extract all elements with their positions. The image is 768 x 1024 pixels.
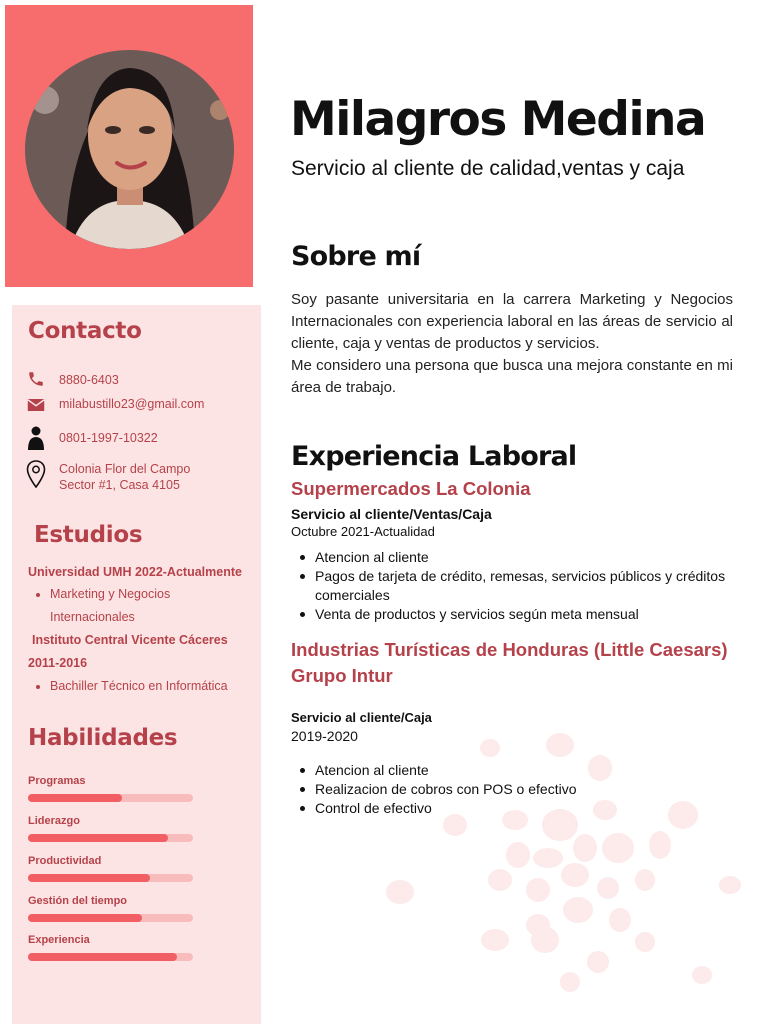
list-item: Realizacion de cobros con POS o efectivo — [300, 780, 740, 799]
education-item2 — [36, 679, 228, 693]
skill-bar-track — [28, 834, 193, 842]
contact-address-line2: Sector #1, Casa 4105 — [59, 478, 180, 492]
skill-bar-track — [28, 953, 193, 961]
education-school2-line1: Instituto Central Vicente Cáceres — [32, 633, 228, 647]
tagline: Servicio al cliente de calidad,ventas y caja — [291, 157, 685, 180]
skills-heading: Habilidades — [28, 725, 178, 751]
skill-bar-fill — [28, 794, 122, 802]
contact-id-number: 0801-1997-10322 — [59, 431, 158, 445]
skill-bar-fill — [28, 914, 142, 922]
job1-duties — [300, 548, 740, 624]
person-icon — [26, 426, 46, 450]
contact-email-row — [26, 397, 46, 413]
skill-label: Experiencia — [28, 934, 90, 946]
experience-heading: Experiencia Laboral — [291, 441, 577, 472]
bullet-dot — [36, 593, 40, 597]
profile-photo-panel — [5, 5, 253, 287]
contact-phone: 8880-6403 — [59, 373, 119, 387]
skill-bar-track — [28, 874, 193, 882]
skill-label: Gestión del tiempo — [28, 895, 128, 907]
contact-address-row — [26, 460, 46, 488]
mail-icon — [26, 397, 46, 413]
job2-company-line2: Grupo Intur — [291, 665, 393, 686]
list-item: Venta de productos y servicios según meta mensual — [300, 605, 740, 624]
contact-email: milabustillo23@gmail.com — [59, 397, 205, 411]
skill-label: Productividad — [28, 855, 102, 867]
about-heading: Sobre mí — [291, 241, 421, 272]
about-text — [291, 289, 733, 399]
education-item1-line1 — [36, 587, 170, 601]
job2-role: Servicio al cliente/Caja — [291, 710, 432, 725]
list-item: Atencion al cliente — [300, 548, 740, 567]
about-paragraph2: Me considero una persona que busca una mejora constante en mi área de trabajo. — [291, 357, 733, 396]
contact-phone-row — [26, 370, 46, 388]
education-heading: Estudios — [34, 522, 143, 548]
job2-duties — [300, 761, 740, 818]
job2-company-line1: Industrias Turísticas de Honduras (Little Caesars) — [291, 639, 728, 660]
job1-role: Servicio al cliente/Ventas/Caja — [291, 506, 492, 522]
skill-bar-fill — [28, 834, 168, 842]
contact-heading: Contacto — [28, 318, 142, 344]
contact-address-line1: Colonia Flor del Campo — [59, 462, 191, 476]
phone-icon — [26, 370, 46, 388]
job1-dates: Octubre 2021-Actualidad — [291, 524, 435, 539]
bullet-dot — [36, 685, 40, 689]
skill-label: Liderazgo — [28, 815, 80, 827]
list-item: Atencion al cliente — [300, 761, 740, 780]
skill-bar-track — [28, 914, 193, 922]
about-paragraph1: Soy pasante universitaria en la carrera Marketing y Negocios Internacionales con experiencia laboral en las áreas de servicio al cliente, caja y ventas de productos y servicios. — [291, 291, 733, 352]
skill-bar-fill — [28, 874, 150, 882]
skill-bar-fill — [28, 953, 177, 961]
contact-id-row — [26, 426, 46, 450]
education-school1: Universidad UMH 2022-Actualmente — [28, 565, 242, 579]
profile-photo — [25, 50, 234, 249]
location-pin-icon — [26, 460, 46, 488]
education-item1-line2: Internacionales — [50, 610, 135, 624]
list-item: Pagos de tarjeta de crédito, remesas, servicios públicos y créditos comerciales — [300, 567, 740, 605]
job1-company: Supermercados La Colonia — [291, 478, 531, 499]
job2-dates: 2019-2020 — [291, 728, 358, 744]
skill-bar-track — [28, 794, 193, 802]
education-item1-text: Marketing y Negocios — [50, 587, 171, 601]
profile-photo-illustration — [25, 50, 234, 249]
list-item: Control de efectivo — [300, 799, 740, 818]
skill-label: Programas — [28, 775, 86, 787]
education-item2-text: Bachiller Técnico en Informática — [50, 679, 228, 693]
full-name: Milagros Medina — [290, 92, 706, 147]
education-school2-line2: 2011-2016 — [28, 656, 88, 670]
